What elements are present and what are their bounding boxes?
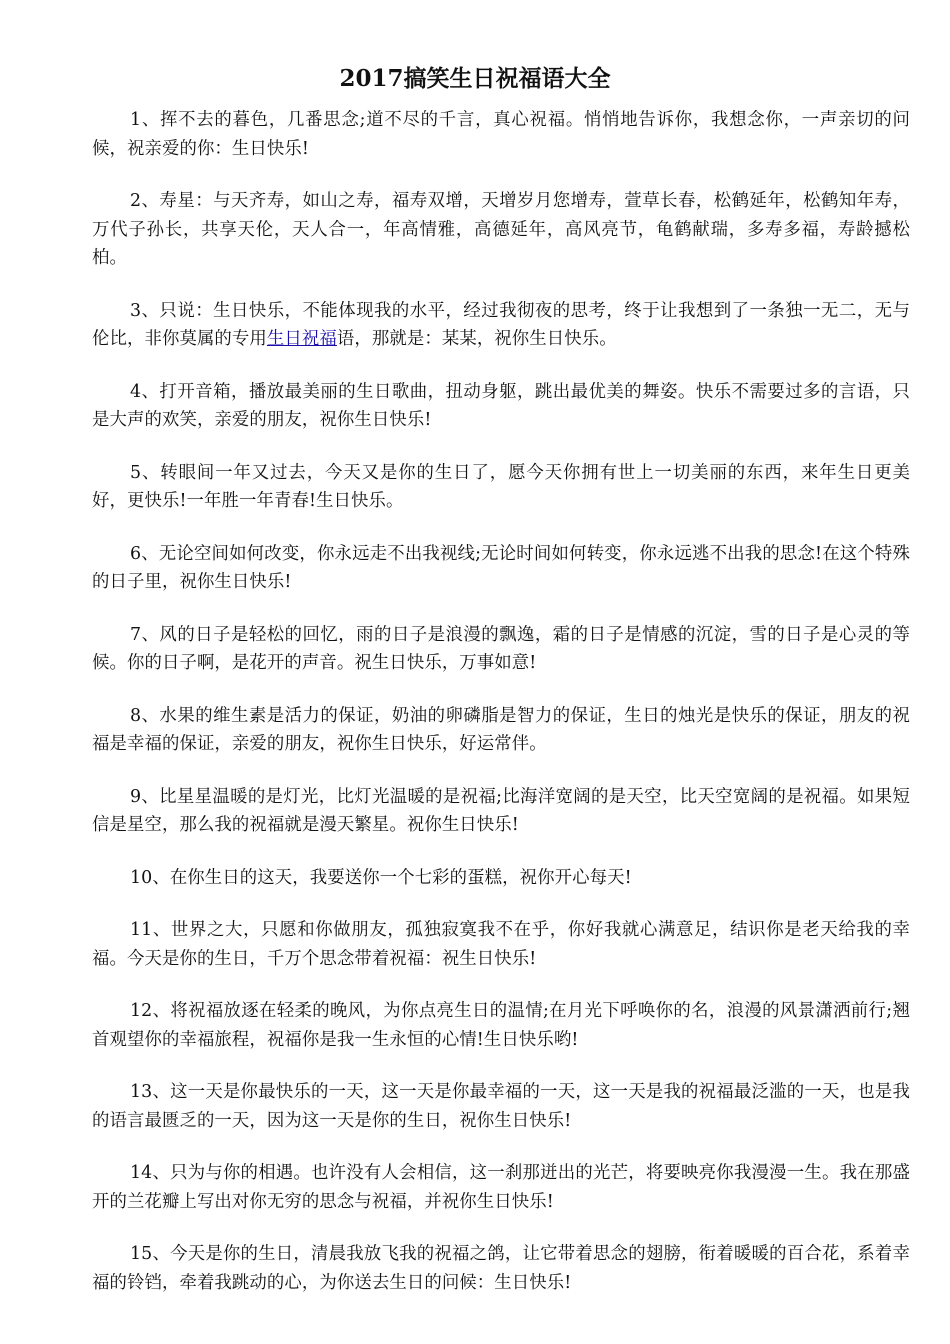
- paragraph-3: [92, 297, 910, 354]
- paragraph-7: 7、风的日子是轻松的回忆，雨的日子是浪漫的飘逸，霜的日子是情感的沉淀，雪的日子是心灵的等候。你的日子啊，是花开的声音。祝生日快乐，万事如意!: [92, 624, 910, 673]
- paragraph-13: 13、这一天是你最快乐的一天，这一天是你最幸福的一天，这一天是我的祝福最泛滥的一天，也是我的语言最匮乏的一天，因为这一天是你的生日，祝你生日快乐!: [92, 1082, 910, 1131]
- paragraph-3-tail: 语，那就是：某某，祝你生日快乐。: [336, 329, 617, 349]
- paragraph-6: 6、无论空间如何改变，你永远走不出我视线;无论时间如何转变，你永远逃不出我的思念!在这个特殊的日子里，祝你生日快乐!: [92, 543, 910, 592]
- paragraph-1: 1、挥不去的暮色，几番思念;道不尽的千言，真心祝福。悄悄地告诉你，我想念你，一声亲切的问候，祝亲爱的你：生日快乐!: [92, 110, 910, 159]
- paragraph-list: [92, 106, 910, 1297]
- paragraph-11: 11、世界之大，只愿和你做朋友，孤独寂寞我不在乎，你好我就心满意足，结识你是老天给我的幸福。今天是你的生日，千万个思念带着祝福：祝生日快乐!: [92, 920, 910, 969]
- paragraph-5: 5、转眼间一年又过去，今天又是你的生日了，愿今天你拥有世上一切美丽的东西，来年生日更美好，更快乐!一年胜一年青春!生日快乐。: [92, 462, 910, 511]
- paragraph-3-lead: 3、只说：生日快乐，不能体现我的水平，经过我彻夜的思考，终于让我想到了一条独一无二，无与伦比，非你莫属的专用: [92, 300, 910, 349]
- birthday-wishes-link[interactable]: 生日祝福: [266, 329, 337, 349]
- paragraph-4: 4、打开音箱，播放最美丽的生日歌曲，扭动身躯，跳出最优美的舞姿。快乐不需要过多的言语，只是大声的欢笑，亲爱的朋友，祝你生日快乐!: [92, 381, 910, 430]
- paragraph-8: 8、水果的维生素是活力的保证，奶油的卵磷脂是智力的保证，生日的烛光是快乐的保证，朋友的祝福是幸福的保证，亲爱的朋友，祝你生日快乐，好运常伴。: [92, 705, 910, 754]
- paragraph-12: 12、将祝福放逐在轻柔的晚风，为你点亮生日的温情;在月光下呼唤你的名，浪漫的风景潇洒前行;翘首观望你的幸福旅程，祝福你是我一生永恒的心情!生日快乐哟!: [92, 1001, 910, 1050]
- paragraph-9: 9、比星星温暖的是灯光，比灯光温暖的是祝福;比海洋宽阔的是天空，比天空宽阔的是祝福。如果短信是星空，那么我的祝福就是漫天繁星。祝你生日快乐!: [92, 786, 910, 835]
- page-title: 2017搞笑生日祝福语大全: [339, 65, 611, 92]
- paragraph-14: 14、只为与你的相遇。也许没有人会相信，这一刹那迸出的光芒，将要映亮你我漫漫一生。我在那盛开的兰花瓣上写出对你无穷的思念与祝福，并祝你生日快乐!: [92, 1163, 910, 1212]
- paragraph-10: 10、在你生日的这天，我要送你一个七彩的蛋糕，祝你开心每天!: [130, 867, 632, 888]
- paragraph-15: 15、今天是你的生日，清晨我放飞我的祝福之鸽，让它带着思念的翅膀，衔着暖暖的百合花，系着幸福的铃铛，牵着我跳动的心，为你送去生日的问候：生日快乐!: [92, 1244, 910, 1293]
- paragraph-2: 2、寿星：与天齐寿，如山之寿，福寿双增，天增岁月您增寿，萱草长春，松鹤延年，松鹤知年寿，万代子孙长，共享天伦，天人合一，年高情雅，高德延年，高风亮节，龟鹤献瑞，多寿多福，寿龄撼松柏。: [92, 191, 910, 268]
